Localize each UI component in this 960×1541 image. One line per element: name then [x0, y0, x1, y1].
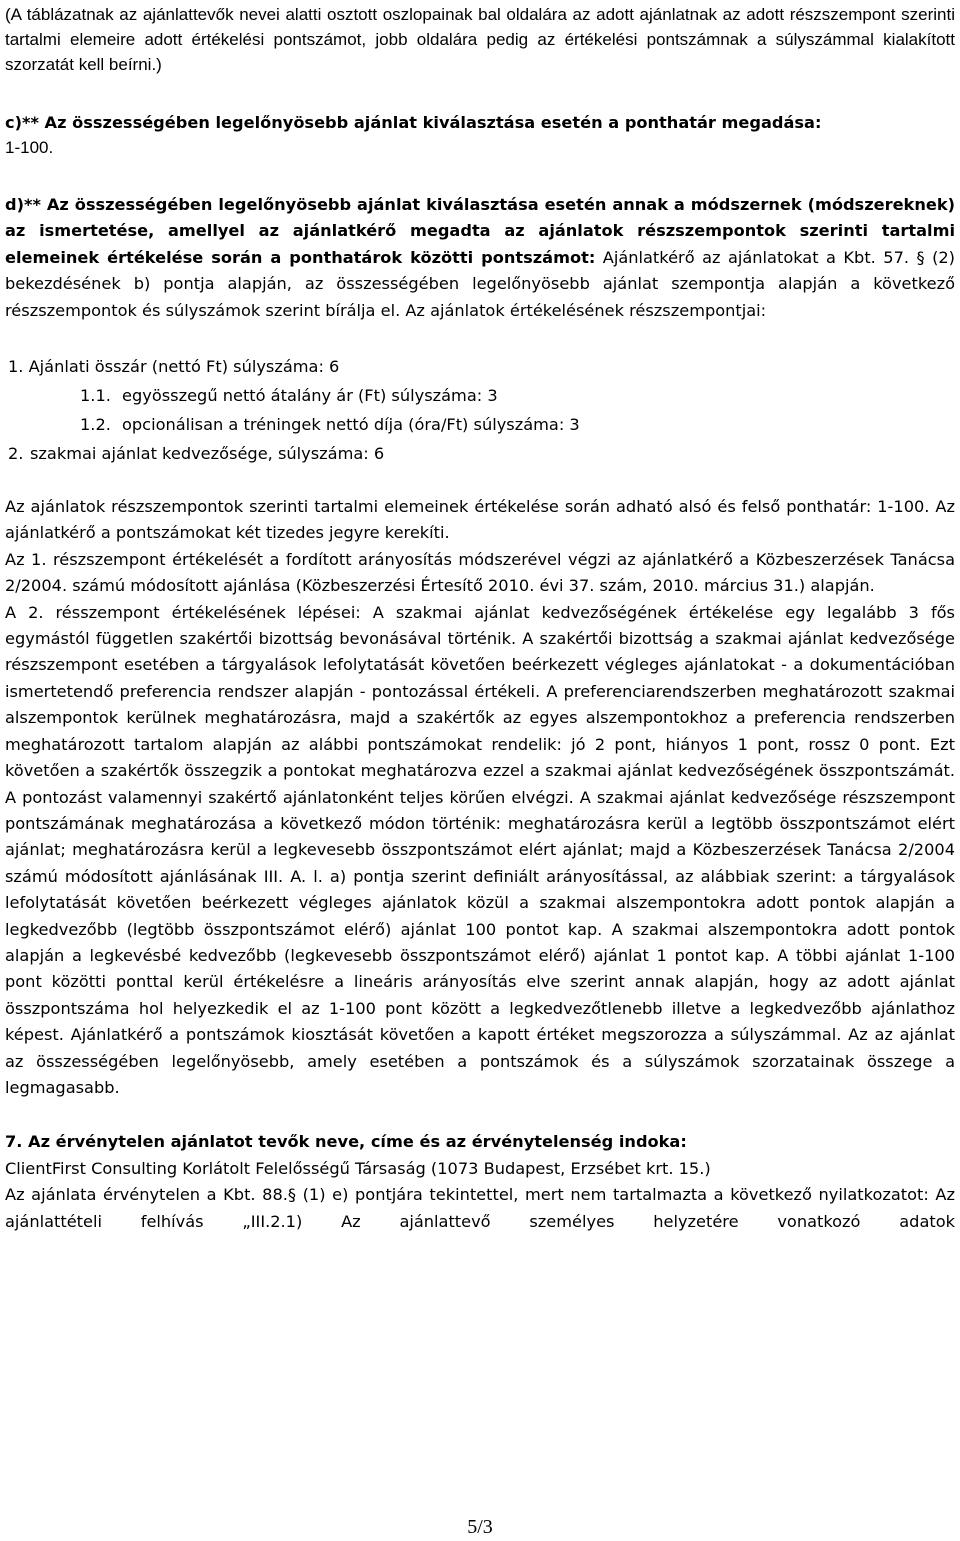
- score-limits-paragraph: Az ajánlatok részszempontok szerinti tartalmi elemeinek értékelése során adható alsó és felső ponthatár: 1-100. Az ajánlatkérő a pontszámokat két tizedes jegyre kerekíti.: [5, 497, 955, 543]
- criterion-1-method-paragraph: Az 1. részszempont értékelését a fordított arányosítás módszerével végzi az ajánlatkérő a Közbeszerzések Tanácsa 2/2004. számú módosított ajánlása (Közbeszerzési Értesítő 2010. évi 37. szám, 2010. március 31.) alapján.: [5, 549, 955, 596]
- invalid-bidder-name: ClientFirst Consulting Korlátolt Felelősségű Társaság (1073 Budapest, Erzsébet krt. 15.): [5, 1158, 711, 1178]
- criteria-subitem: 1.2. opcionálisan a tréningek nettó díja (óra/Ft) súlyszáma: 3: [80, 415, 580, 435]
- intro-note: (A táblázatnak az ajánlattevők nevei alatti osztott oszlopainak bal oldalára az adott ajánlatnak az adott részszempont szerinti tartalmi elemeire adott értékelési pontszámot, jobb oldalára pedig az értékelési pontszámnak a súlyszámmal kialakított szorzatát kell beírni.): [5, 5, 955, 74]
- page-number: 5/3: [467, 1516, 493, 1538]
- criteria-item: 2. szakmai ajánlat kedvezősége, súlyszáma: 6: [8, 444, 385, 464]
- criteria-list: [5, 352, 955, 468]
- document-body: [5, 2, 955, 1235]
- section-c-value: 1-100.: [5, 138, 54, 157]
- criteria-item: 1. Ajánlati összár (nettó Ft) súlyszáma: 6: [8, 357, 340, 377]
- section-d: [5, 192, 955, 324]
- section-c: [5, 110, 955, 160]
- criterion-2-method-paragraph: A 2. résszempont értékelésének lépései: A szakmai ajánlat kedvezőségének értékelése egy legalább 3 fős egymástól független szakértői bizottság bevonásával történik. A szakértői bizottság a szakmai ajánlat kedvezősége részszempont esetében a tárgyalások lefolytatását követően beérkezett végleges ajánlatokat - a dokumentációban ismertetendő preferencia rendszer alapján - pontozással értékeli. A preferenciarendszerben meghatározott szakmai alszempontok kerülnek meghatározásra, majd a szakértők az egyes alszempontokhoz a preferencia rendszerben meghatározott tartalom alapján az alábbi pontszámokat rendelik: jó 2 pont, hiányos 1 pont, rossz 0 pont. Ezt követően a szakértők összegzik a pontokat meghatározva ezzel a szakmai ajánlat kedvezőségének összpontszámát. A pontozást valamennyi szakértő ajánlatonként teljes körűen elvégzi. A szakmai ajánlat kedvezősége részszempont pontszámának meghatározása a következő módon történik: meghatározásra kerül a legtöbb összpontszámot elért ajánlat; meghatározásra kerül a legkevesebb összpontszámot elért ajánlat; majd a Közbeszerzések Tanácsa 2/2004 számú módosított ajánlásának III. A. l. a) pontja szerint definiált arányosítással, az alábbiak szerint: a tárgyalások lefolytatását követően beérkezett végleges ajánlatok közül a szakmai alszempontokra adott pontok alapján a legkedvezőbb (legtöbb összpontszámot elérő) ajánlat 100 pontot kap. A szakmai alszempontokra adott pontok alapján a legkevésbé kedvezőbb (legkevesebb összpontszámot elérő) ajánlat 1 pontot kap. A többi ajánlat 1-100 pont közötti ponttal kerül értékelésre a lineáris arányosítás elve szerint annak alapján, hogy az adott ajánlat összpontszáma hol helyezkedik el az 1-100 pont között a legkedvezőtlenebb illetve a legkedvezőbb ajánlathoz képest. Ajánlatkérő a pontszámok kiosztását követően a kapott értéket megszorozza a súlyszámmal. Az az ajánlat az összességében legelőnyösebb, amely esetében a pontszámok és a súlyszámok szorzatainak összege a legmagasabb.: [5, 602, 955, 1097]
- section-7-heading: 7. Az érvénytelen ajánlatot tevők neve, címe és az érvénytelenség indoka:: [5, 1132, 687, 1152]
- criteria-subitem: 1.1. egyösszegű nettó átalány ár (Ft) súlyszáma: 3: [80, 386, 498, 406]
- invalidity-reason: Az ajánlata érvénytelen a Kbt. 88.§ (1) e) pontjára tekintettel, mert nem tartalmazta a következő nyilatkozatot: Az ajánlattételi felhívás „III.2.1) Az ajánlattevő személyes helyzetére vonatkozó adatok: [5, 1185, 955, 1231]
- section-c-heading: c)** Az összességében legelőnyösebb ajánlat kiválasztása esetén a ponthatár megadása:: [5, 113, 822, 132]
- section-d-heading: d)** Az összességében legelőnyösebb ajánlat kiválasztása esetén annak a módszernek (módszereknek) az ismertetése, amellyel az ajánlatkérő megadta az ajánlatok részszempontok szerinti tartalmi elemeinek értékelése során a ponthatárok közötti pontszámot:: [5, 195, 955, 267]
- section-d-text: Ajánlatkérő az ajánlatokat a Kbt. 57. § (2) bekezdésének b) pontja alapján, az összességében legelőnyösebb ajánlat szempontja alapján a következő részszempontok és súlyszámok szerint bírálja el. Az ajánlatok értékelésének részszempontjai:: [5, 247, 955, 320]
